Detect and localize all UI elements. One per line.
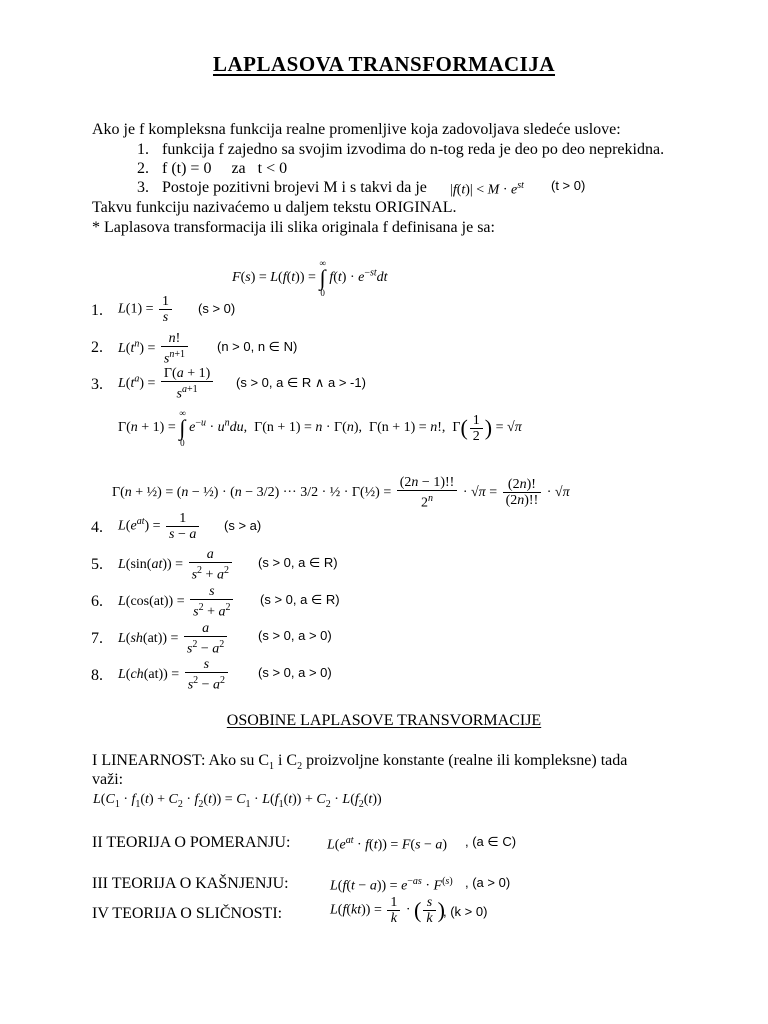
linearity-label-line2: važi:	[92, 771, 124, 788]
item-2-number: 2.	[91, 339, 103, 356]
item-1-cond: (s > 0)	[198, 301, 236, 316]
item-3-formula: $L(t^a)$ = $\frac{\Gamma(a + 1)}{s^{a+1}}$	[118, 366, 215, 402]
item-5-number: 5.	[91, 556, 103, 573]
definition-line: * Laplasova transformacija ili slika originala f definisana je sa:	[92, 219, 495, 236]
gamma-half-integer-formula: Γ(n + ½) = (n − ½) · (n − 3/2) ··· 3/2 · ½ · Γ(½) = $\frac{(2n - 1)!!}{2^n}$ · √π = $\frac{(2n)!}{(2n)!!}$ · √π	[112, 475, 570, 511]
item-6-number: 6.	[91, 593, 103, 610]
similarity-theorem-cond: , (k > 0)	[443, 904, 488, 919]
condition-3-cond: (t > 0)	[551, 178, 586, 193]
delay-theorem-cond: , (a > 0)	[465, 875, 511, 890]
similarity-theorem-label: IV TEORIJA O SLIČNOSTI:	[92, 905, 283, 922]
item-2-formula: $L(t^n)$ = $\frac{n!}{s^{n+1}}$	[118, 331, 190, 367]
item-3-number: 3.	[91, 376, 103, 393]
condition-2-text: f (t) = 0 za t < 0	[162, 160, 288, 177]
growth-condition-formula: $|f(t)| < M \cdot e^{st}$	[450, 180, 524, 198]
item-7-formula: L(sh(at)) = $\frac{a}{s^2 - a^2}$	[118, 621, 229, 657]
linearity-label: I LINEARNOST: Ako su $C_1$ i $C_2$ proizvoljne konstante (realne ili kompleksne) tada	[92, 752, 628, 773]
shift-theorem-cond: , (a ∈ C)	[465, 834, 517, 849]
item-8-number: 8.	[91, 667, 103, 684]
laplace-definition-formula: F(s) = L(f(t)) = ∞ ∫ 0 $f(t) \cdot e^{-st}dt$	[232, 258, 388, 298]
item-4-formula: $L(e^{at})$ = $\frac{1}{s - a}$	[118, 511, 201, 542]
delay-theorem-label: III TEORIJA O KAŠNJENJU:	[92, 875, 289, 892]
item-5-cond: (s > 0, a ∈ R)	[258, 555, 338, 570]
item-6-formula: L(cos(at)) = $\frac{s}{s^2 + a^2}$	[118, 584, 235, 620]
condition-3-text: Postoje pozitivni brojevi M i s takvi da je	[162, 179, 427, 196]
item-4-cond: (s > a)	[224, 518, 262, 533]
delay-theorem-formula: $L(f(t - a)) = e^{-as} \cdot F^{(s)}$	[330, 876, 453, 894]
properties-title: OSOBINE LAPLASOVE TRANSVORMACIJE	[226, 712, 542, 729]
item-8-formula: L(ch(at)) = $\frac{s}{s^2 - a^2}$	[118, 657, 230, 693]
item-5-formula: L(sin(at)) = $\frac{a}{s^2 + a^2}$	[118, 547, 234, 583]
item-6-cond: (s > 0, a ∈ R)	[260, 592, 340, 607]
condition-2-number: 2.	[137, 160, 149, 177]
item-3-cond: (s > 0, a ∈ R ∧ a > -1)	[236, 375, 366, 390]
intro-line: Ako je f kompleksna funkcija realne promenljive koja zadovoljava sledeće uslove:	[92, 121, 621, 138]
similarity-theorem-formula: L(f(kt)) = $\frac{1}{k}$ · ( $\frac{s}{k}$ )	[330, 895, 445, 926]
condition-1-text: funkcija f zajedno sa svojim izvodima do n-tog reda je deo po deo neprekidna.	[162, 141, 665, 158]
shift-theorem-label: II TEORIJA O POMERANJU:	[92, 834, 291, 851]
condition-1-number: 1.	[137, 141, 149, 158]
item-7-number: 7.	[91, 630, 103, 647]
original-line: Takvu funkciju nazivaćemo u daljem tekstu ORIGINAL.	[92, 199, 457, 216]
page-title: LAPLASOVA TRANSFORMACIJA	[212, 52, 556, 76]
linearity-formula: $L(C_1 \cdot f_1(t) + C_2 \cdot f_2(t)) = C_1 \cdot L(f_1(t)) + C_2 \cdot L(f_2(t))$	[93, 792, 382, 810]
item-1-formula: L(1) = $\frac{1}{s}$	[118, 294, 174, 325]
item-8-cond: (s > 0, a > 0)	[258, 665, 332, 680]
item-2-cond: (n > 0, n ∈ N)	[217, 339, 298, 354]
item-4-number: 4.	[91, 519, 103, 536]
item-7-cond: (s > 0, a > 0)	[258, 628, 332, 643]
condition-3-number: 3.	[137, 179, 149, 196]
shift-theorem-formula: $L(e^{at} \cdot f(t)) = F(s - a)$	[327, 835, 448, 853]
gamma-function-formula: Γ(n + 1) = ∞ ∫ 0 $e^{-u} \cdot u^ndu$, Γ(n + 1) = n · Γ(n), Γ(n + 1) = n!, Γ( $\frac{1}{2}$ ) = √π	[118, 408, 522, 448]
item-1-number: 1.	[91, 302, 103, 319]
